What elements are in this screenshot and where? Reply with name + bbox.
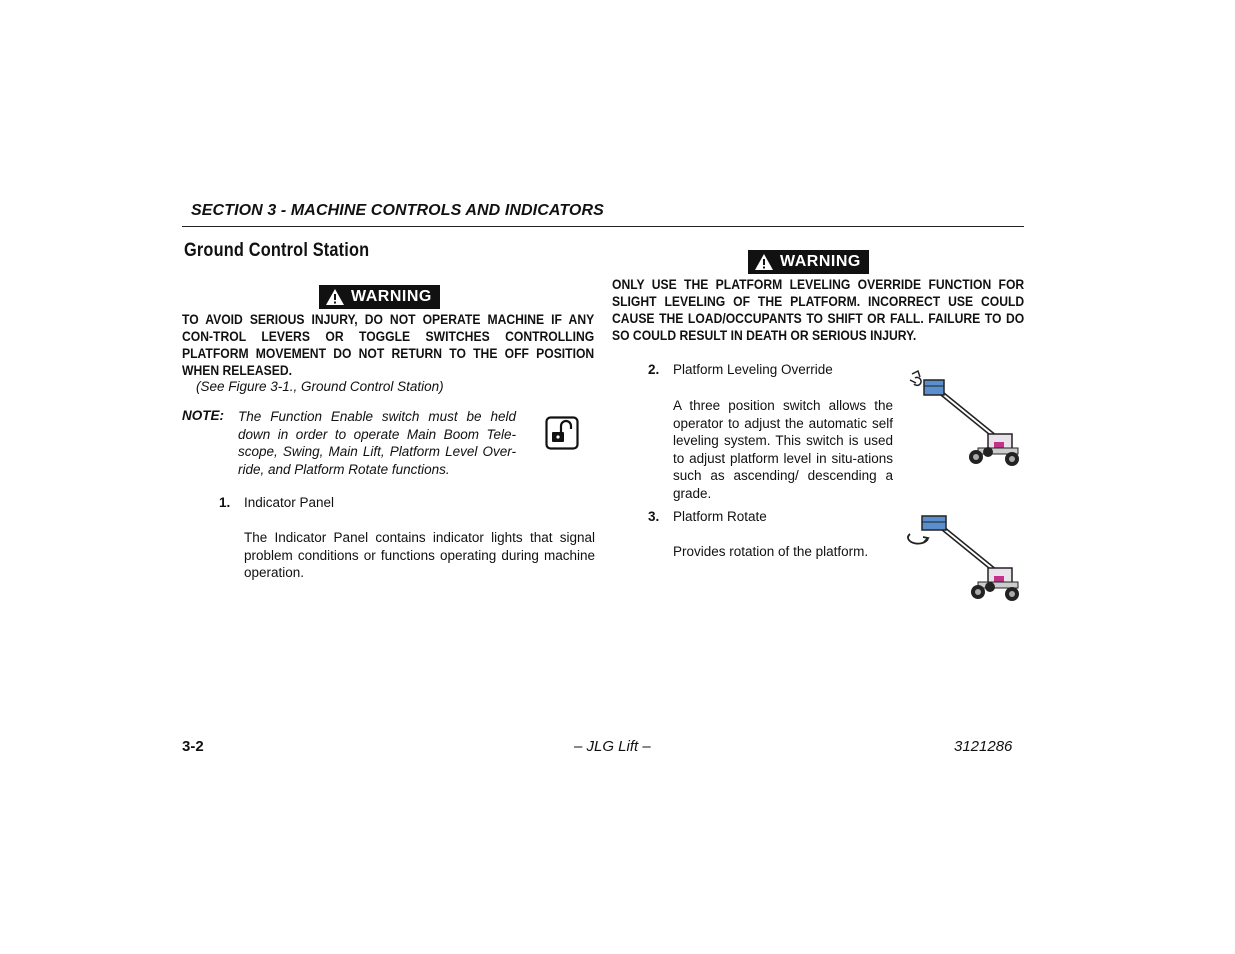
item-number: 3.: [648, 509, 660, 524]
warning-label: WARNING: [351, 288, 432, 305]
left-warning-badge: [319, 285, 440, 309]
item-title-platform-rotate: Platform Rotate: [673, 509, 767, 524]
right-warning-badge: [748, 250, 869, 274]
item-number: 2.: [648, 362, 660, 377]
item-title-indicator-panel: Indicator Panel: [244, 495, 335, 510]
warning-triangle-icon: [325, 288, 345, 306]
item-body-platform-leveling: A three position switch allows the operator to adjust the automatic self leveling system. This switch is used to adjust platform level in situ-ations such as ascending/ descending a grade.: [673, 398, 893, 501]
item-body-platform-rotate: Provides rotation of the platform.: [673, 544, 869, 559]
footer-title: – JLG Lift –: [574, 738, 651, 755]
item-title-platform-leveling: Platform Leveling Override: [673, 362, 833, 377]
right-warning-text: ONLY USE THE PLATFORM LEVELING OVERRIDE FUNCTION FOR SLIGHT LEVELING OF THE PLATFORM. INCORRECT USE COULD CAUSE THE LOAD/OCCUPANTS TO SHIFT OR FALL. FAILURE TO DO SO COULD RESULT IN DEATH OR SERIOUS INJURY.: [612, 277, 1025, 343]
note-label: NOTE:: [182, 408, 224, 423]
left-warning-text: TO AVOID SERIOUS INJURY, DO NOT OPERATE MACHINE IF ANY CON-TROL LEVERS OR TOGGLE SWITCHES CONTROLLING PLATFORM MOVEMENT DO NOT RETURN TO THE OFF POSITION WHEN RELEASED.: [182, 312, 595, 378]
boom-lift-platform-level-icon: [906, 368, 1024, 477]
header-divider: [182, 226, 1024, 227]
boom-lift-platform-rotate-icon: [906, 512, 1024, 613]
section-header: SECTION 3 - MACHINE CONTROLS AND INDICATORS: [191, 202, 604, 219]
function-enable-lock-icon: [545, 416, 579, 455]
item-body-indicator-panel: The Indicator Panel contains indicator lights that signal problem conditions or functions operating during machine operation.: [244, 530, 595, 580]
footer-doc-number: 3121286: [954, 738, 1013, 755]
page-title: Ground Control Station: [184, 240, 370, 261]
item-number: 1.: [219, 495, 231, 510]
warning-label: WARNING: [780, 253, 861, 270]
warning-triangle-icon: [754, 253, 774, 271]
footer-page-number: 3-2: [182, 738, 204, 755]
figure-reference: (See Figure 3-1., Ground Control Station): [196, 379, 444, 394]
note-text: The Function Enable switch must be held down in order to operate Main Boom Tele-scope, Swing, Main Lift, Platform Level Over-ride, and Platform Rotate functions.: [238, 409, 516, 477]
